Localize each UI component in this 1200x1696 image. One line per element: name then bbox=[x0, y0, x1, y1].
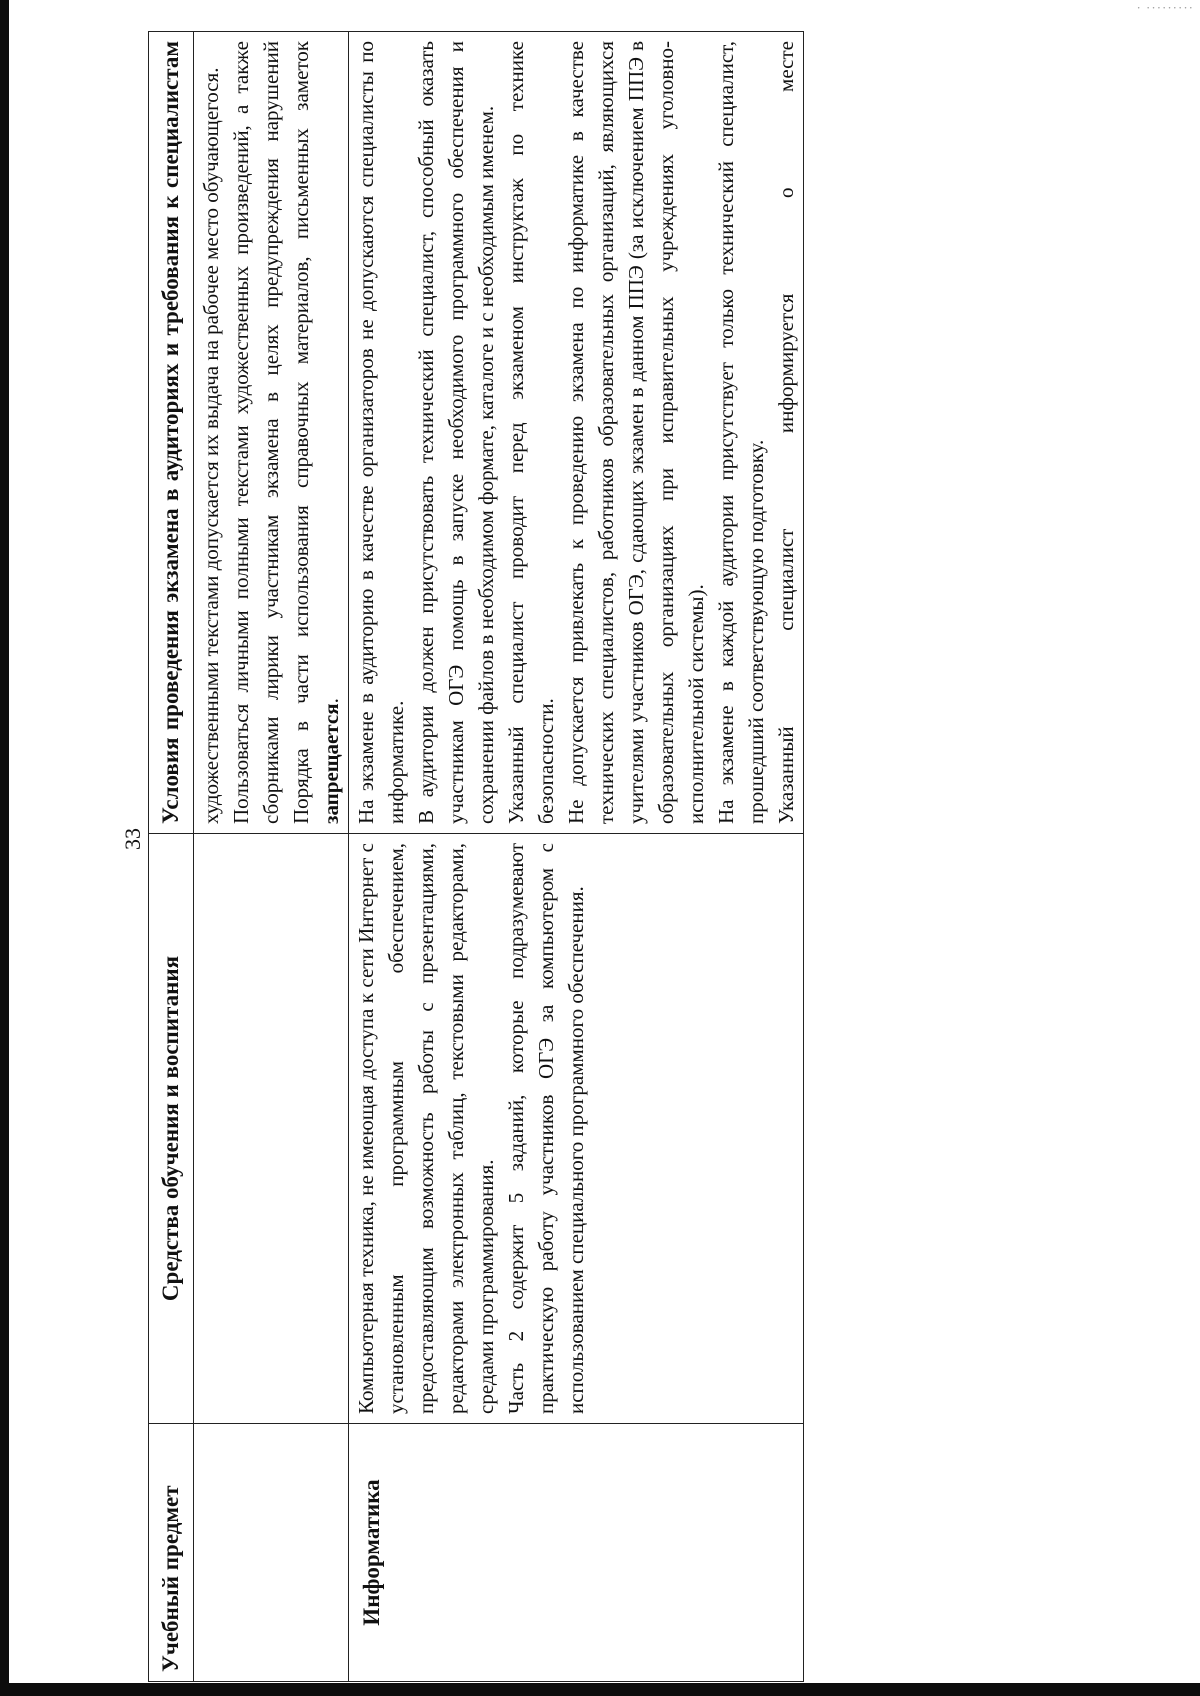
scan-left-edge bbox=[0, 0, 9, 1696]
row2-cond-p6: Указанный специалист информируется о месте bbox=[774, 41, 798, 824]
scan-bottom-edge bbox=[0, 1683, 1200, 1696]
table-row bbox=[349, 32, 804, 1682]
row2-means-p1: Компьютерная техника, не имеющая доступа к сети Интернет с установленным программным обеспечением, предоставляющим возможность работы с презентациями, редакторами электронных таблиц, текстовыми редакторами, средами программирования. bbox=[354, 843, 498, 1414]
row1-conditions bbox=[194, 32, 349, 834]
row1-means bbox=[194, 834, 349, 1424]
corner-mark: · ········· bbox=[1136, 0, 1194, 15]
header-means: Средства обучения и воспитания bbox=[149, 834, 194, 1424]
table-row bbox=[194, 32, 349, 1682]
row2-cond-p4: Не допускается привлекать к проведению экзамена по информатике в качестве технических специалистов, работников образовательных организаций, являющихся учителями участников ОГЭ, сдающих экзамен в данном ППЭ (за исключением ППЭ в образовательных организациях при исправительных учреждениях уголовно-исполнительной системы). bbox=[564, 41, 708, 824]
row2-cond-p1: На экзамене в аудиторию в качестве организаторов не допускаются специалисты по информатике. bbox=[354, 41, 408, 824]
row1-cond-p1: художественными текстами допускается их выдача на рабочее место обучающегося. bbox=[199, 67, 223, 824]
rotated-page-content bbox=[148, 32, 1158, 1682]
row2-cond-p3: Указанный специалист проводит перед экзаменом инструктаж по технике безопасности. bbox=[504, 41, 558, 824]
row1-cond-p2 bbox=[226, 41, 346, 824]
row2-cond-p2: В аудитории должен присутствовать технический специалист, способный оказать участникам ОГЭ помощь в запуске необходимого программного обеспечения и сохранении файлов в необходимом формате, каталоге и с необходимым именем. bbox=[414, 41, 498, 824]
exam-conditions-table bbox=[148, 31, 804, 1682]
row1-subject bbox=[194, 1424, 349, 1682]
header-subject: Учебный предмет bbox=[149, 1424, 194, 1682]
row1-cond-p2-bold: запрещается bbox=[319, 703, 343, 824]
page-number: 33 bbox=[120, 828, 145, 850]
header-conditions: Условия проведения экзамена в аудиториях и требования к специалистам bbox=[149, 32, 194, 834]
row2-subject: Информатика bbox=[349, 1424, 804, 1682]
row2-means bbox=[349, 834, 804, 1424]
row1-cond-p2-text: Пользоваться личными полными текстами художественных произведений, а также сборниками лирики участникам экзамена в целях предупреждения нарушений Порядка в части использования справочных материалов, письменных заметок bbox=[229, 41, 313, 824]
row2-conditions bbox=[349, 32, 804, 834]
row2-cond-p5: На экзамене в каждой аудитории присутствует только технический специалист, прошедший соответствующую подготовку. bbox=[714, 41, 768, 824]
row2-means-p2: Часть 2 содержит 5 заданий, которые подразумевают практическую работу участников ОГЭ за компьютером с использованием специального программного обеспечения. bbox=[504, 843, 588, 1414]
row1-cond-p2-end: . bbox=[319, 698, 343, 704]
table-header-row bbox=[149, 32, 194, 1682]
